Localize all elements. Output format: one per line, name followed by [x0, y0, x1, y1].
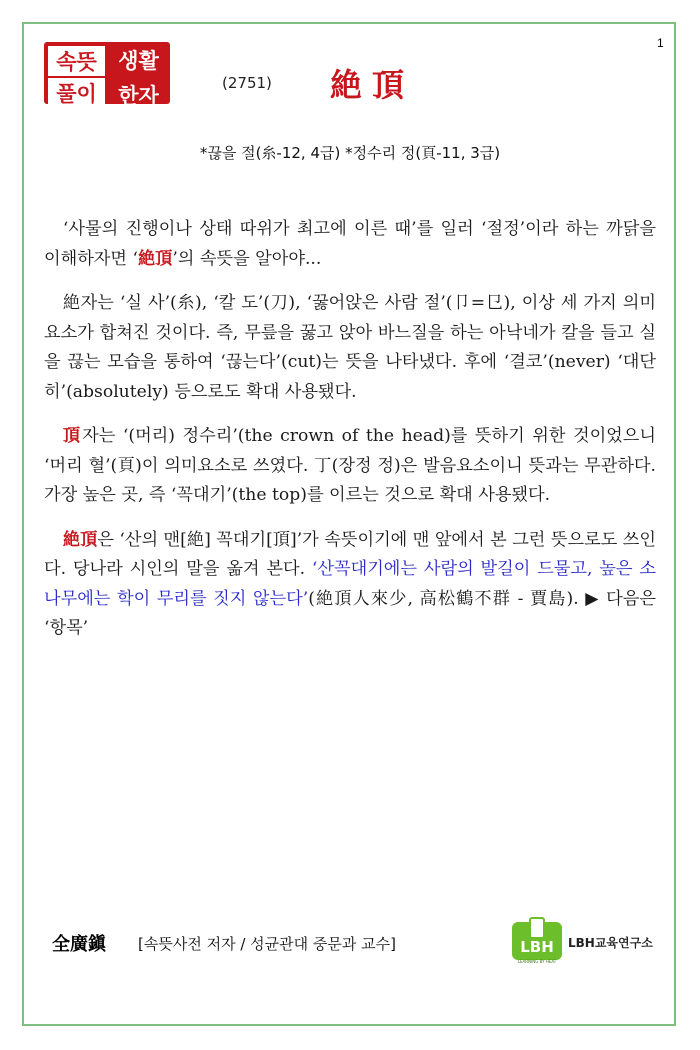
article-body: [44, 215, 656, 659]
p3-highlight: 頂: [62, 426, 83, 446]
logo-text-3: 풀이: [48, 78, 105, 108]
author-name: 全廣鎭: [52, 934, 106, 955]
lbh-logo-icon: [510, 916, 564, 966]
p4-text-a: 은 ‘산의 맨[絶] 꼭대기[頂]’가 속뜻이기에 맨 앞에서 본 그런 뜻으로도 쓰인다. 당나라 시인의 말을 옮겨 본다.: [44, 529, 656, 579]
p1-highlight: 絶頂: [137, 248, 173, 269]
p4-text-b: (絶頂人來少, 高松鶴不群 - 賈島). ▶ 다음은 ‘항목’: [44, 588, 656, 638]
poem-quote: ‘산꼭대기에는 사람의 발길이 드물고, 높은 소나무에는 학이 무리를 짓지 않는다’: [44, 559, 656, 609]
logo-text-4: 한자: [118, 83, 159, 108]
paragraph-2: 絶자는 ‘실 사’(糸), ‘칼 도’(刀), ‘꿇어앉은 사람 절’(卩=㔾), 이상 세 가지 의미요소가 합쳐진 것이다. 즉, 무릎을 꿇고 앉아 바느질을 하는 아낙네가 칼을 들고 실을 끊는 모습을 통하여 ‘끊는다’(cut)는 뜻을 나타냈다. 후에 ‘결코’(never) ‘대단히’(absolutely) 등으로도 확대 사용됐다.: [44, 293, 656, 402]
page-number: 1: [657, 36, 664, 50]
lbh-logo-subtext: LEARNING BY HEAT: [517, 959, 557, 964]
p1-text-a: ‘사물의 진행이나 상태 따위가 최고에 이른 때’를 일러 ‘절정’이라 하는 까닭을 이해하자면 ‘: [44, 219, 656, 269]
logo-text-1: 속뜻: [48, 46, 105, 76]
org-name: LBH교육연구소: [568, 936, 653, 950]
paragraph-3: [44, 422, 656, 511]
lbh-logo-text: LBH: [520, 938, 554, 956]
sokttut-logo: [44, 42, 170, 108]
p3-text: 자는 ‘(머리) 정수리’(the crown of the head)를 뜻하기 위한 것이었으니 ‘머리 혈’(頁)이 의미요소로 쓰였다. 丁(장정 정)은 발음요소이니 뜻과는 무관하다. 가장 높은 곳, 즉 ‘꼭대기’(the top)를 이르는 것으로 확대 사용됐다.: [44, 426, 656, 505]
entry-code: (2751): [222, 74, 272, 92]
p4-highlight: 絶頂: [62, 529, 98, 550]
character-subtitle: *끊을 절(糸-12, 4급) *정수리 정(頁-11, 3급): [199, 144, 501, 162]
p1-text-b: ’의 속뜻을 알아야...: [172, 248, 322, 269]
page-title: 絶頂: [330, 66, 415, 104]
paragraph-1: [44, 215, 656, 274]
author-description: [속뜻사전 저자 / 성균관대 중문과 교수]: [138, 935, 396, 953]
logo-text-2: 생활: [118, 48, 159, 73]
paragraph-4: [44, 526, 656, 644]
